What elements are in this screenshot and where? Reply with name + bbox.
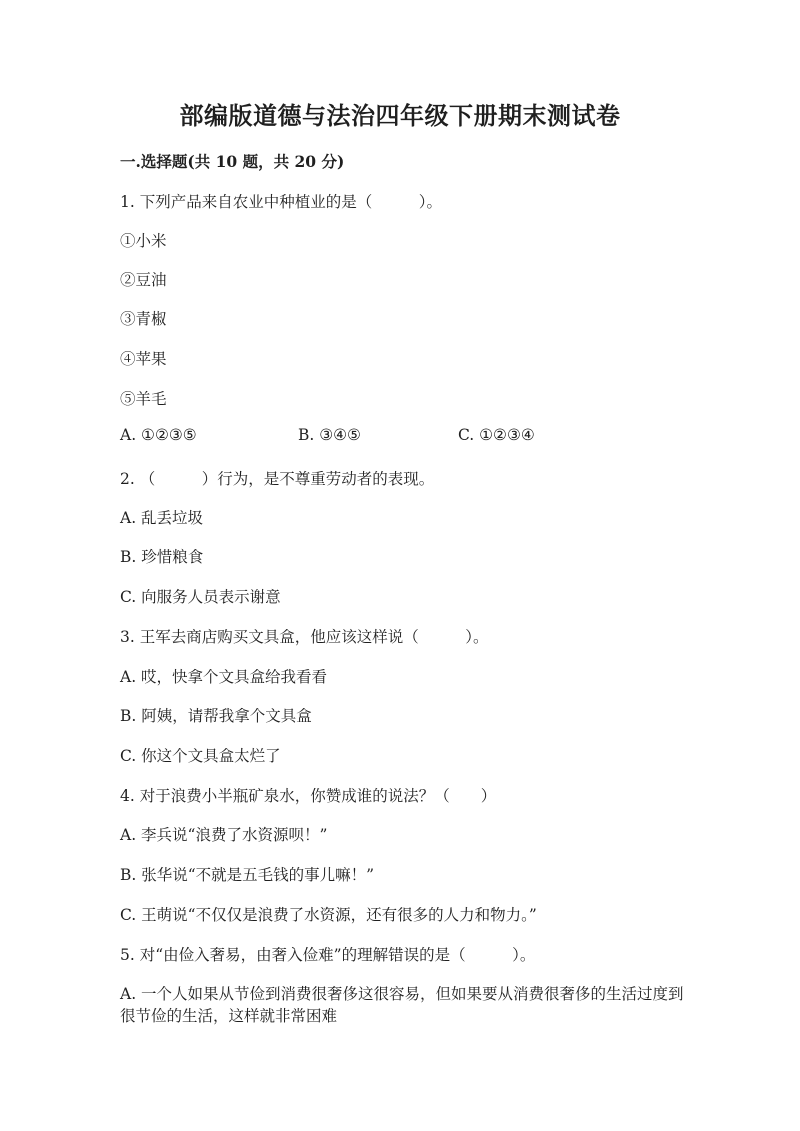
q2-stem: 2. （ ）行为，是不尊重劳动者的表现。 [120,470,435,488]
q4-option-b: B. 张华说“不就是五毛钱的事儿嘛！” [120,866,375,884]
q3-option-a: A. 哎，快拿个文具盒给我看看 [120,668,328,686]
q2-option-b: B. 珍惜粮食 [120,548,204,566]
q1-item-4: ④苹果 [120,350,167,368]
section-heading: 一.选择题(共 10 题，共 20 分) [120,152,345,171]
q1-item-3: ③青椒 [120,310,167,328]
q2-option-a: A. 乱丢垃圾 [120,509,204,527]
q1-item-5: ⑤羊毛 [120,390,167,408]
q1-item-1: ①小米 [120,232,167,250]
q3-stem: 3. 王军去商店购买文具盒，他应该这样说（ ）。 [120,628,489,646]
q2-option-c: C. 向服务人员表示谢意 [120,588,281,606]
q1-item-2: ②豆油 [120,271,167,289]
q5-stem: 5. 对“由俭入奢易，由奢入俭难”的理解错误的是（ ）。 [120,946,536,964]
q1-stem: 1. 下列产品来自农业中种植业的是（ ）。 [120,193,442,211]
q1-option-c: C. ①②③④ [458,426,535,444]
q1-option-b: B. ③④⑤ [298,426,361,444]
q3-option-b: B. 阿姨，请帮我拿个文具盒 [120,707,312,725]
q4-option-c: C. 王萌说“不仅仅是浪费了水资源，还有很多的人力和物力。” [120,906,537,924]
page-title: 部编版道德与法治四年级下册期末测试卷 [179,101,621,130]
q5-option-a: A. 一个人如果从节俭到消费很奢侈这很容易，但如果要从消费很奢侈的生活过度到很节俭的生活，这样就非常困难 [120,985,684,1025]
q4-stem: 4. 对于浪费小半瓶矿泉水，你赞成谁的说法？（ ） [120,787,497,805]
q4-option-a: A. 李兵说“浪费了水资源呗！” [120,826,328,844]
q3-option-c: C. 你这个文具盒太烂了 [120,747,281,765]
q1-option-a: A. ①②③⑤ [120,426,197,444]
